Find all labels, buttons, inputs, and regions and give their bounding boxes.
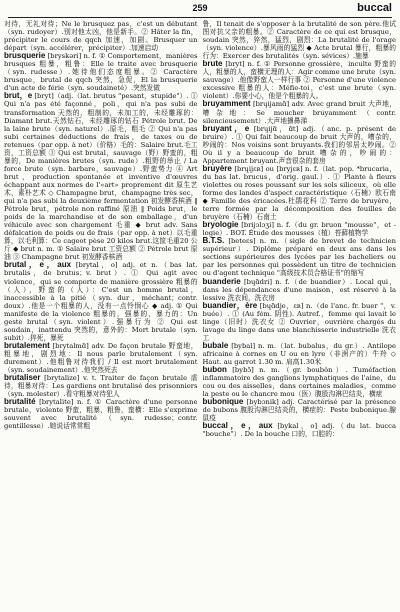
- dictionary-entry: [4, 342, 198, 374]
- headword: bruyamment: [202, 99, 251, 109]
- headword: buccal，e，aux: [202, 421, 273, 431]
- definition-text: 对待，无礼对待；Ne le brusquez pas，c'est un débutant（syn. rudoyer）.别对他太凶，他是新手。② Hâter la fin，précipiter le cours de qqch 加速，加剧。Brusquer un départ（syn. accélérer，précipiter）.加速启动: [4, 20, 198, 53]
- headword: bubon: [202, 365, 227, 375]
- entry-columns: [4, 20, 396, 610]
- headword: brutal，e，aux: [4, 260, 72, 270]
- dictionary-entry: [4, 374, 198, 398]
- headword: bryologie: [202, 220, 239, 230]
- definition-text: [bryt] n. f. ① Personne grossière，inculte 野蛮的人，粗暴的人，蛮横无理的人：Agir comme une brute（syn. sauvage）.他像野蛮人一样行事 ② Personne d'une violence excessive 粗暴的人：Méfie-toi，c'est une brute（syn. violent）.你要小心，他是个粗暴的人。: [202, 60, 396, 101]
- headword: bruyant，e: [202, 123, 250, 133]
- headword: bubonique: [202, 397, 244, 407]
- headword: buanderie: [202, 276, 241, 286]
- definition-text: [brɥijɛʀ] ou [bryjɛʀ] n. f.（lat. pop. *brucaria，du bas lat. brucus，d'orig. gaul.）. ① Plante à fleurs violettes ou roses poussant sur les sols siliceux，où elle forme des landes d'aspect caractéristique（石楠）欧石南 ◆ Famille des éricacées.杜鹃花科 ② Terre de bruyère，terre formée par la décomposition des feuilles de bruyère（石楠）石南土: [202, 164, 396, 222]
- dictionary-entry: [203, 237, 397, 277]
- headword: brut，e: [4, 91, 33, 101]
- headword: bubale: [202, 340, 229, 350]
- dictionary-entry: [203, 125, 397, 165]
- dictionary-entry: [203, 302, 397, 342]
- definition-text: [bɥɑ̃dje，ɛʀ] n.（de l'anc. fr. buer "，v. buée）. ① (Au fém. 阴性). Autref.，femme qui lavait le linge（旧时）洗衣女 ② Ouvrier，ouvrière chargés du lavage du linge dans une blanchisserie industrielle 洗衣工: [202, 301, 396, 342]
- dictionary-entry: [203, 278, 397, 302]
- definition-text: [brijɔlɔʒi] n. f.（du gr. bruon "mousse"，et -logie）. BOT. Étude des mousses（植）苔藓植物学: [202, 221, 396, 238]
- headword: brute: [202, 59, 223, 69]
- definition-text: [brytalmɑ̃] adv. De façon brutale 野蛮地，粗暴地，剧烈地：Il nous parle brutalement（syn. durement）.他粗鲁对待我们 / Il est mort brutalement（syn. soudainement）.他突然死去: [4, 341, 198, 375]
- dictionary-entry: [203, 398, 397, 422]
- definition-text: [brytal，o] adj. et n.（bas lat. brutalis，de brutus；v. brut）. ① Qui agit avec violence，qui se comporte de manière grossière 粗暴的（人），野蛮的（人）：C'est un homme brutal，inaccessible à la pitié（syn. dur，méchant；contr. doux）.他是一个粗暴的人，没有一点怜悯心 ◆ adj. ① Qui manifeste de la violence 粗暴的，强暴的，暴力的：Un geste brutal（syn. violent）.强暴行为 ② Qui est soudain，inattendu 突然的，意外的：Mort brutale（syn. subit）.猝死，暴死: [4, 261, 198, 342]
- dictionary-entry: [4, 398, 198, 430]
- definition-text: [bryt]（adj.（lat. brutus "pesant，stupide"）. ① Qui n'a pas été façonné，poli，qui n'a pas subi de transformation 天然的，粗制的，未加工的，未经雕琢的：Diamant brut.天然钻石，未经雕琢的钻石 Pétrole brut. De la laine brute（syn. naturel）.原毛，粗毛 ② Qui n'a pas subi certaines déductions de frais，de taxes ou de retenues（par opp. à net）（价格）毛的：Salaire brut.毛工资，工资总额 ③ Qui est brutal，sauvage（野）野蛮的，粗暴的，De manières brutes（syn. rude）.粗野的举止 / La force brute（syn. barbare，sauvage）.野蛮势力 ④ Art brut，production spontanée et inventive d'œuvres échappant aux normes de l'«art» proprement dit 原生艺术，素朴艺术 ◇ Champagne brut，champagne très sec，qui n'a pas subi la deuxième fermentation 初发酵香槟酒 ‖ Pétrole brut，pétrole non raffiné 原油 ‖ Poids brut，le poids de la marchandise et de son emballage，d'un véhicule avec son chargement 毛重 ◆ brut adv. Sans défalcation de poids ou de frais（par opp. à net）以毛重算，以毛利算：Ce cageot pèse 20 kilos brut.这筐毛重20 公斤 ◆ brut n. m. ① Salaire brut 工资总额 ② Pétrole brut 原油 ③ Champagne brut 初发酵香槟酒: [4, 92, 198, 262]
- definition-text: [brytalite] n. f. ① Caractère d'une personne brutale，violente 野蛮，粗暴，粗鲁，蛮横：Elle s'exprime souvent avec brutalité（syn. rudesse；contr. gentillesse）.她说话常常粗: [4, 398, 198, 431]
- definition-text: [brɥijɑ̃，ɑ̃t] adj.（anc. p. présent de bruire）. ① Qui fait beaucoup de bruit 大声的，嘈杂的，吵闹的：Nos voisins sont bruyants.我们的邻居太吵闹。② Où il y a beaucoup de bruit 嘈杂的，吵闹的：Appartement bruyant.声音很杂的套房: [202, 124, 396, 165]
- page-header: [8, 3, 392, 18]
- dictionary-entry: [203, 221, 397, 237]
- headword: brutalité: [4, 397, 36, 407]
- headword: brusquerie: [4, 51, 46, 61]
- dictionary-entry: [4, 20, 198, 52]
- definition-text: [brɥijamɑ̃] adv. Avec grand bruit 大声地，嘈杂地：Se moucher bruyamment（contr. silencieusement）.大声地擤鼻涕: [202, 100, 396, 125]
- dictionary-entry: [4, 92, 198, 261]
- definition-text: [bybal] n. m.（lat. bubalus，du gr.）. Antilope africaine à cornes en U ou en lyre（非洲产的）牛羚 ◇ Haut. au garrot 1.30 m. 肩高1.30米: [202, 341, 396, 366]
- dictionary-entry: [4, 52, 198, 92]
- dictionary-entry: [203, 422, 397, 438]
- headword: buandier，ère: [202, 300, 258, 310]
- definition-text: [beteɛs] n. m.（sigle de brevet de technicien supérieur）. Diplôme préparé en deux ans dans les sections supérieures des lycées par les bacheliers ou par les personnes qui possèdent un titre de technicien ou d'agent technique "高级技术员合格证书"的缩写: [202, 237, 396, 278]
- guide-word: buccal: [357, 2, 392, 14]
- left-column: [4, 20, 198, 610]
- headword: B.T.S.: [202, 236, 225, 246]
- dictionary-entry: [203, 100, 397, 124]
- dictionary-entry: [4, 261, 198, 341]
- definition-text: [bybɔ̃] n. m.（gr. boubôn）. Tuméfaction inflammatoire des ganglions lymphatiques de l'aine，du cou ou des aisselles，dans certaines maladies，comme la peste ou le chancre mou（医）腹股沟淋巴结炎，横痃: [202, 366, 396, 399]
- definition-text: 鲁，Il tenait de s'opposer à la brutalité de son père.他试图对抗父亲的粗暴。② Caractère de ce qui est brusque，soudain 突然，猝然，猛烈，剧烈：La brutalité de l'orage（syn. violence）.暴风雨的猛烈 ◆ Acte brutal 暴行，粗暴的行为：Exercer des brutalités（syn. sévices）.施暴: [202, 20, 396, 61]
- definition-text: [bɥɑ̃dri] n. f.（de buandier）. Local qui，dans les dépendances d'une maison，est réservé à la lessive 洗衣间，洗衣房: [202, 277, 396, 302]
- dictionary-entry: [203, 342, 397, 366]
- definition-text: [bykal，o] adj.（du lat. bucca "bouche"）. De la bouche 口的，口腔的：: [202, 422, 396, 439]
- dictionary-entry: [203, 60, 397, 100]
- headword: brutaliser: [4, 373, 41, 383]
- dictionary-entry: [203, 165, 397, 221]
- headword: brutalement: [4, 340, 50, 350]
- definition-text: [bryskəri] n. f. ① Comportement，manières brusques 粗暴，粗鲁：Elle le traite avec brusquerie（syn. rudesse）.她待他们态度粗暴。② Caractère brusque，brutal de qqch 突然，急促，El la brusquerie d'un acte de férie（syn. soudaineté）.突然发做: [4, 52, 198, 93]
- headword: bruyère: [202, 163, 232, 173]
- definition-text: [brytalize] v. t. Traiter de façon brutale 虐待，粗暴对待：Les gardiens ont brutalisé des prisonniers（syn. molester）.看守粗暴对待犯人: [4, 374, 198, 399]
- page-number: 259: [192, 3, 208, 13]
- dictionary-entry: [203, 20, 397, 60]
- definition-text: [bybɔnik] adj. Caractérisé par la présence de bubons 腹股沟淋巴结炎的，横痃的：Peste bubonique.腺鼠疫: [202, 398, 396, 423]
- dictionary-entry: [203, 366, 397, 398]
- right-column: [203, 20, 397, 610]
